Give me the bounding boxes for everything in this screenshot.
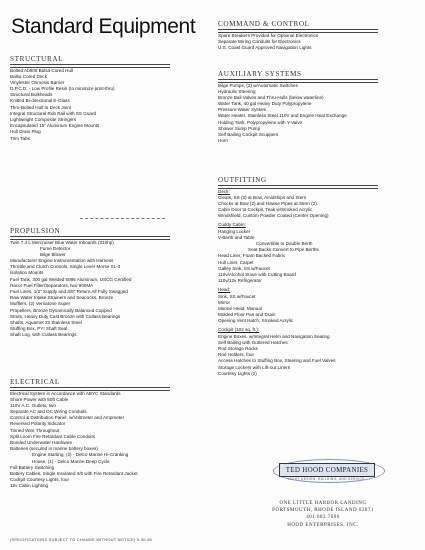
equipment-item: Head: xyxy=(218,287,231,293)
equipment-item: Seat Backs Convert to Pipe Berths xyxy=(248,247,319,253)
equipment-item: Struts, Heavy Duty Cast Bronze with Cutlass Bearings xyxy=(10,313,121,319)
logo-name: TED HOOD COMPANIES xyxy=(279,463,375,477)
equipment-item: Racor Fuel Filter/Separators, two 900MA xyxy=(10,282,94,288)
equipment-item: Shower Sump Pump xyxy=(218,125,261,131)
equipment-item: Balsa Cored Deck xyxy=(10,73,48,79)
equipment-item: Hull Liner, Carpet xyxy=(218,259,254,265)
equipment-item: Deck: xyxy=(218,188,230,194)
footer-note: (SPECIFICATIONS SUBJECT TO CHANGE WITHOUT NOTICE) 9-30-95 xyxy=(10,537,152,542)
equipment-item: Bolted Ab600 Balsa Cored Hull xyxy=(10,67,74,73)
equipment-item: Electrical System in Accordance with ABYC Standards xyxy=(10,390,121,396)
equipment-item: Separate Wiring Conduits for Electronics xyxy=(218,38,301,44)
company-entity: HOOD ENTERPRISES, INC. xyxy=(287,522,359,528)
equipment-item: Cockpit (102 sq. ft.): xyxy=(218,327,260,333)
equipment-item: 12v Cabin Lighting xyxy=(10,483,49,489)
equipment-item: Holding Tank, Polypropylene with Y-Valve xyxy=(218,119,303,125)
equipment-item: Hydraulic Steering xyxy=(218,88,256,94)
equipment-item: Galley Sink, SS w/Faucet xyxy=(218,265,270,271)
equipment-item: Hull Drain Plug xyxy=(10,129,41,135)
logo-tagline: YACHT DESIGN, BUILDING, AND SERVICE xyxy=(287,477,365,481)
center-dashed-divider xyxy=(80,218,165,221)
equipment-item: 110v/12v Refrigerator xyxy=(218,278,262,284)
equipment-item: Batteries (secured in marine battery boxes) xyxy=(10,446,98,452)
section-heading: STRUCTURAL xyxy=(10,55,170,65)
equipment-item: Twin 7.4 L Mercruiser Blue Water Inboards (310hp) xyxy=(10,239,114,245)
section-heading: PROPULSION xyxy=(10,227,170,237)
equipment-item: Rod Holders, four xyxy=(218,352,255,358)
equipment-item: Head Liner, Foam Backed Fabric xyxy=(218,253,286,259)
equipment-item: Stuffing Box, PYI Shaft Seal xyxy=(10,326,68,332)
equipment-item: Vinylester Osmosis Barrier xyxy=(10,79,65,85)
equipment-list xyxy=(10,391,170,490)
equipment-item: Structural Bulkheads xyxy=(10,92,53,98)
equipment-item: Marine Head, Manual xyxy=(218,305,262,311)
equipment-item: House, (1) - Delco Marine Deep Cycle xyxy=(32,458,110,464)
equipment-item: Control & Distribution Panel, w/Voltmeter and Ampmeter xyxy=(10,415,125,421)
equipment-item: Lightweight Composite Stringers xyxy=(10,117,77,122)
equipment-item: Separate AC and DC Wiring Conduits xyxy=(10,409,87,415)
equipment-item: U.S. Coast Guard Approved Navigation Lights xyxy=(218,44,312,50)
equipment-item: Engine Boxes, w/Integral Helm and Navigation Seating xyxy=(218,333,330,339)
equipment-item: Pressure Water System xyxy=(218,107,267,113)
equipment-item: Cockpit Courtesy Lights, four xyxy=(10,477,69,483)
equipment-item: Shore Power with 50ft Cable xyxy=(10,396,69,402)
section-structural xyxy=(10,55,170,142)
equipment-item: Engine Starting, (2) - Delco Marine Hi-Cranking xyxy=(32,452,129,458)
equipment-item: Raw Water Intake Strainers and Seacocks, Bronze xyxy=(10,295,114,301)
address-line: ONE LITTLE HARBOR LANDING xyxy=(279,501,367,506)
equipment-item: Fume Detector xyxy=(40,245,71,251)
equipment-item: Convertible to Double Berth xyxy=(256,241,313,246)
equipment-item: Windshield, Custom Powder Coated (Center Opening) xyxy=(218,213,329,219)
equipment-list xyxy=(218,33,378,52)
equipment-item: Battery Cables, Single Insulated 4/0 with Fire Retardant Jacket xyxy=(10,470,138,476)
equipment-item: Self Bailing Cockpit Scuppers xyxy=(218,132,279,137)
equipment-item: Cabin Door to Cockpit, Teak w/Smoked Acrylic xyxy=(218,207,313,213)
equipment-item: Bronze Ball Valves and Thru-Hulls (below waterline) xyxy=(218,94,324,100)
section-heading: OUTFITTING xyxy=(218,176,378,186)
section-heading: COMMAND & CONTROL xyxy=(218,20,378,30)
equipment-item: Chocks at Bow (2) and Hawse Pipes at Stern (2) xyxy=(218,200,317,206)
section-outfitting xyxy=(218,176,378,377)
equipment-item: Propellers, Bronze Dynamically Balanced Cupped xyxy=(10,307,112,313)
equipment-item: Self Bailing with Guttered Hatches xyxy=(218,339,288,345)
equipment-item: Cleats, SS (2) at Bow, Amidships and Stern xyxy=(218,194,307,200)
equipment-item: Full Battery Switching xyxy=(10,464,55,470)
company-logo xyxy=(275,461,380,485)
equipment-item: Manufacturer Engine Instrumentation with Harness xyxy=(10,258,114,264)
section-heading: ELECTRICAL xyxy=(10,378,170,388)
phone-number: 401.683.7000 xyxy=(306,515,340,521)
equipment-item: Water Heater, Stainless Steel,110V and Engine Heat Exchange xyxy=(218,113,347,119)
equipment-item: Water Tank, 40 gal Heavy Duty Polypropylene xyxy=(218,101,312,107)
equipment-item: Knitted Bi-directional E-Glass xyxy=(10,98,70,104)
address-line: PORTSMOUTH, RHODE ISLAND 02871 xyxy=(272,508,374,514)
equipment-item: Reversed Polarity Indicator xyxy=(10,421,66,427)
equipment-item: Mufflers, (2) Vernatone Super xyxy=(10,301,71,307)
equipment-item: Rod Storage Racks xyxy=(218,346,258,351)
equipment-item: Courtesy Lights (2) xyxy=(218,370,257,376)
equipment-item: Fuel Tank, 300 gal Welded 5086 Aluminum, USCG Certified xyxy=(10,276,132,282)
equipment-item: Thru-Bolted Hull to Deck Joint xyxy=(10,104,72,110)
equipment-item: Bilge Blower xyxy=(40,251,66,257)
equipment-item: Sink, SS w/Faucet xyxy=(218,293,256,299)
equipment-item: Mirror xyxy=(218,299,230,305)
equipment-item: Opening Vent Hatch, Smoked Acrylic xyxy=(218,318,294,324)
equipment-item: Bilge Pumps, (2) w/Automatic Switches xyxy=(218,82,298,88)
equipment-item: 110v/Alcohol Stove with Cutting Board xyxy=(218,271,296,277)
page-title: Standard Equipment xyxy=(11,15,196,38)
equipment-item: Encapsulated 15" Aluminum Engine Mounts xyxy=(10,123,100,129)
equipment-item: Spare Breakers Provided for Optional Electronics xyxy=(218,32,319,38)
equipment-item: Bonded Underwater Hardware xyxy=(10,440,73,445)
equipment-list xyxy=(10,240,170,339)
equipment-item: Isolation Mounts xyxy=(10,270,44,276)
equipment-item: Split Loom Fire Retardant Cable Conduits xyxy=(10,433,96,439)
equipment-item: Fuel Lines, 1/2" Supply and 3/8" Return All Fully Swagged xyxy=(10,289,128,294)
equipment-item: D.P.C.D. - Low Profile Resin (to minimize print-thru) xyxy=(10,86,115,92)
equipment-item: 110V A.C. Outlets, two xyxy=(10,402,56,408)
equipment-item: Access Hatches to Stuffing Box, Steering and Fuel Valves xyxy=(218,358,336,364)
equipment-item: Storage Lockers with Lift-out Liners xyxy=(218,364,291,370)
equipment-item: Throttle and Clutch Controls, Single Lever Morse SL-3 xyxy=(10,264,121,270)
section-command xyxy=(218,20,378,51)
equipment-item: Tinned Wire Throughout xyxy=(10,427,60,433)
equipment-list xyxy=(10,68,170,142)
equipment-item: Integral Structural Rub Rail with SS Guard xyxy=(10,110,97,116)
equipment-item: Trim Tabs xyxy=(10,135,30,141)
section-propulsion xyxy=(10,227,170,339)
equipment-list xyxy=(218,189,378,377)
section-electrical xyxy=(10,378,170,490)
equipment-item: Shaft Log, with Cutlass Bearings xyxy=(10,332,77,338)
section-auxiliary xyxy=(218,70,378,144)
equipment-item: Cuddy Cabin: xyxy=(218,222,246,228)
equipment-item: Hanging Locker xyxy=(218,228,251,234)
company-address xyxy=(268,500,378,529)
equipment-list xyxy=(218,83,378,145)
equipment-item: V-Berth and Table xyxy=(218,234,255,240)
equipment-item: Shafts, Aquamet 22 Stainless Steel xyxy=(10,319,82,325)
section-heading: AUXILIARY SYSTEMS xyxy=(218,70,378,80)
equipment-item: Molded Floor Pan and Drain xyxy=(218,312,276,318)
equipment-item: Horn xyxy=(218,138,228,144)
